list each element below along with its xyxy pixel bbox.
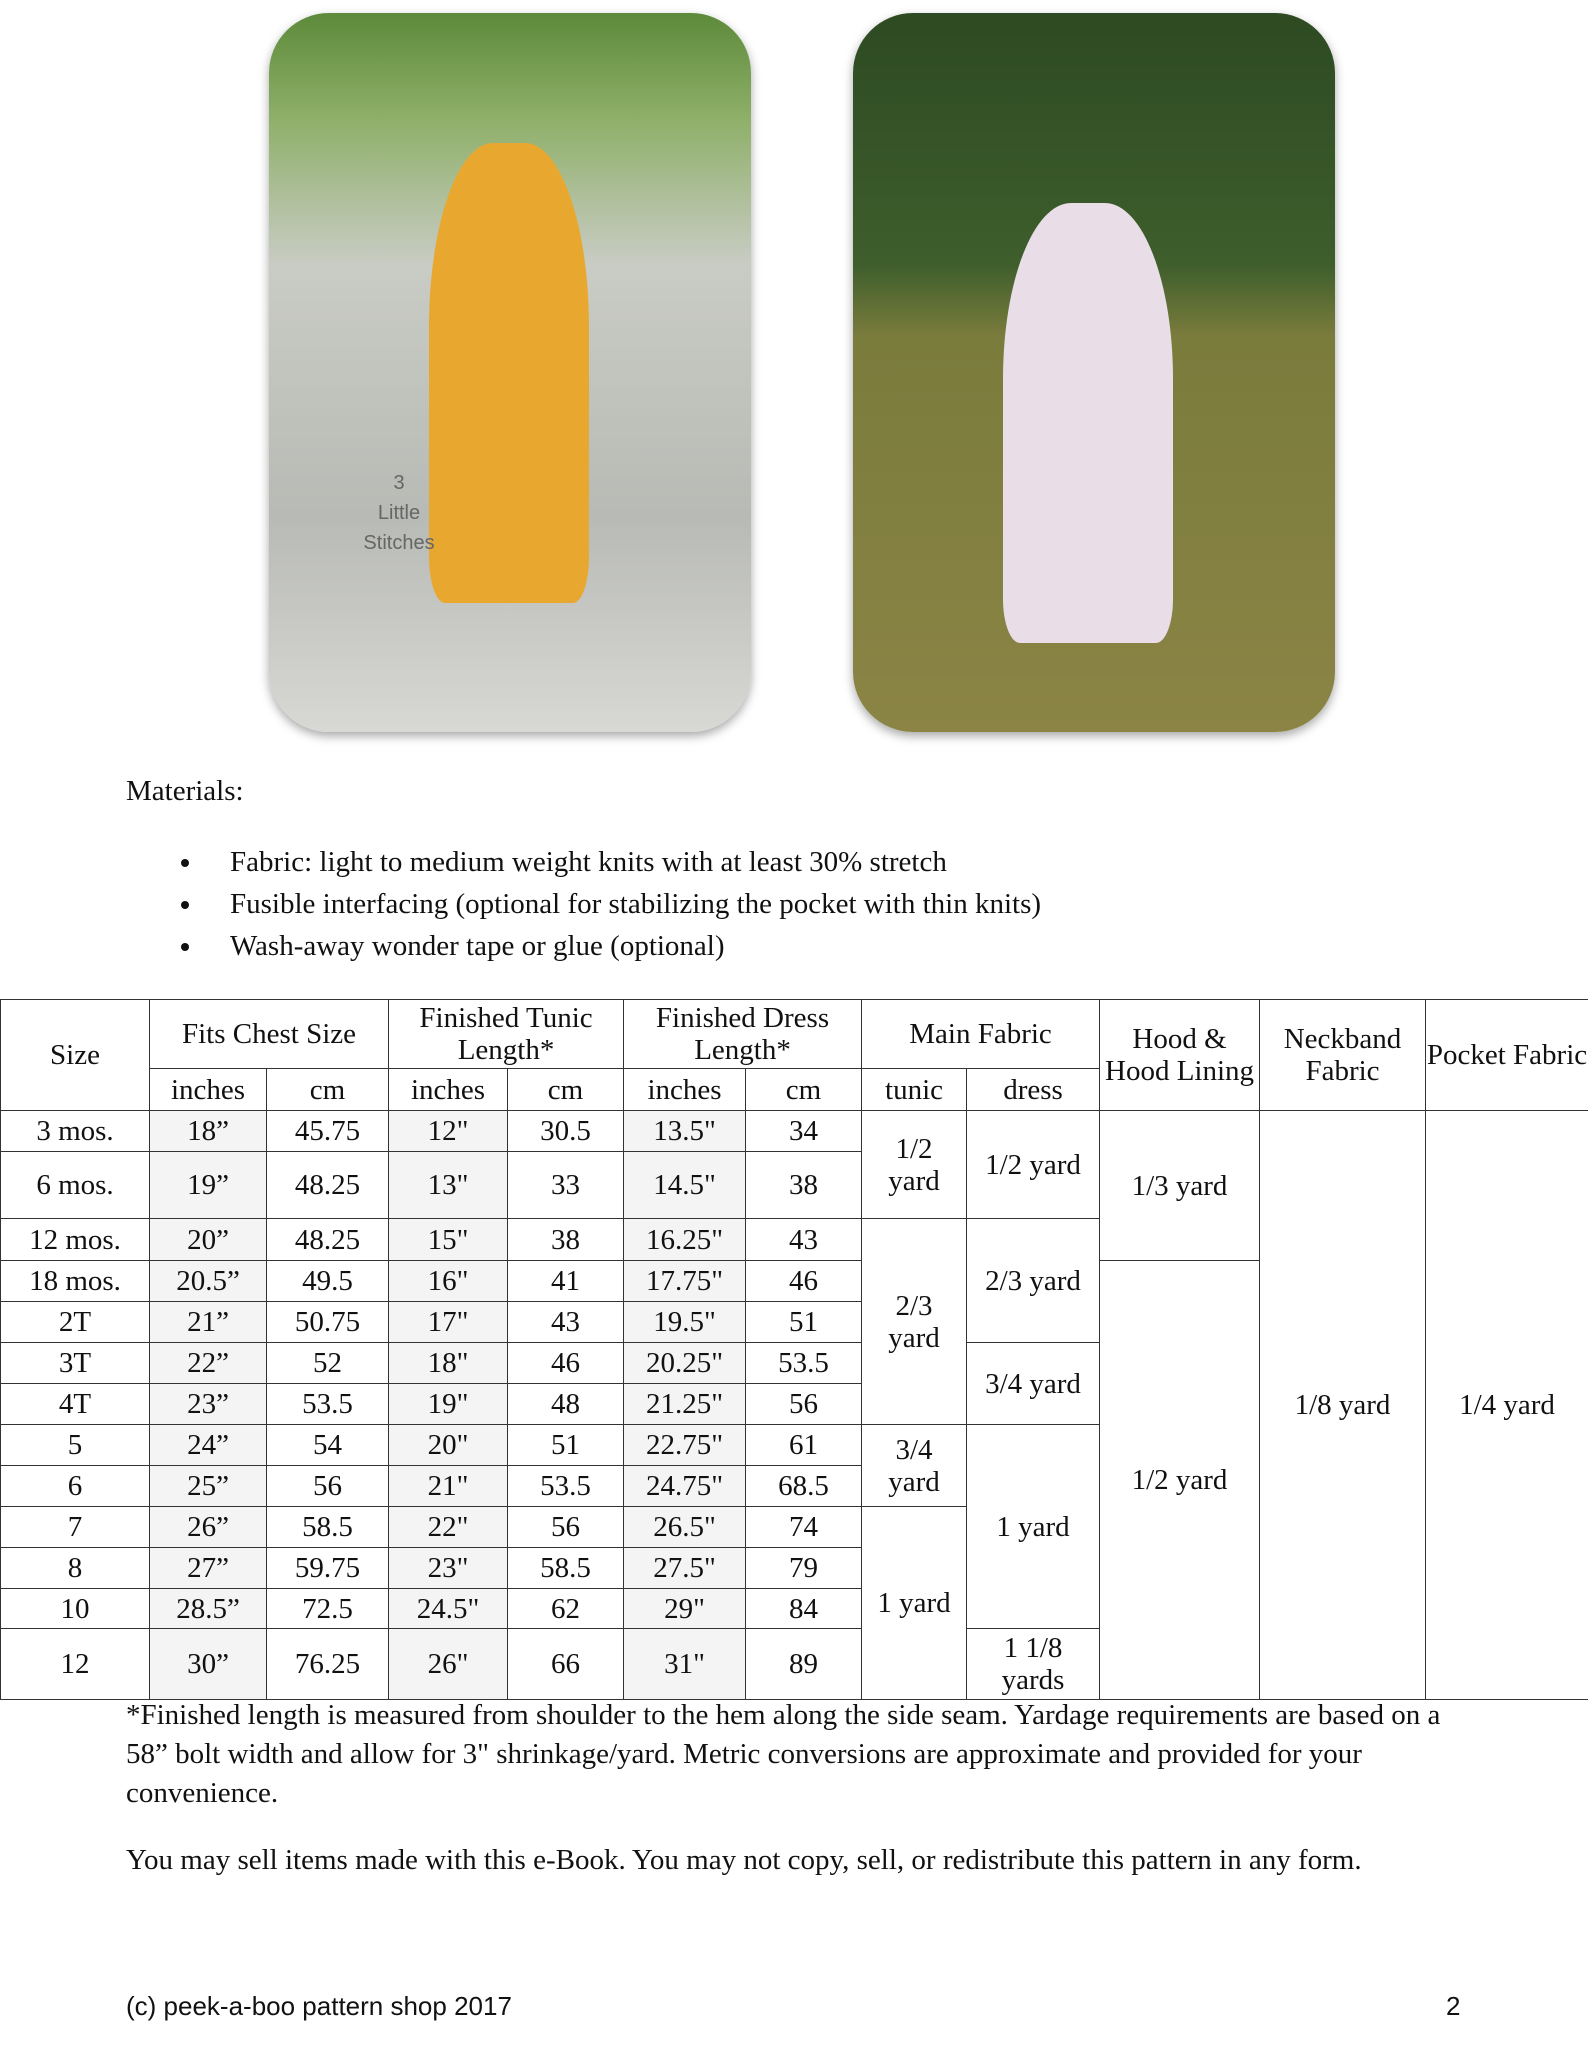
table-cell: 51 <box>508 1425 624 1466</box>
table-cell: 49.5 <box>267 1261 389 1302</box>
tunic-fabric-cell: 1/2 yard <box>862 1111 967 1219</box>
table-cell: 22” <box>150 1343 267 1384</box>
table-cell: 10 <box>1 1589 150 1629</box>
table-cell: 27” <box>150 1548 267 1589</box>
list-item: Fusible interfacing (optional for stabilizing the pocket with thin knits) <box>175 883 1041 925</box>
table-cell: 22" <box>389 1507 508 1548</box>
table-cell: 48.25 <box>267 1152 389 1219</box>
table-cell: 12 <box>1 1629 150 1700</box>
table-cell: 24.5" <box>389 1589 508 1629</box>
table-cell: 38 <box>746 1152 862 1219</box>
table-cell: 43 <box>508 1302 624 1343</box>
header-chest: Fits Chest Size <box>150 1000 389 1069</box>
figure <box>1003 203 1173 643</box>
header-main-fabric: Main Fabric <box>862 1000 1100 1069</box>
table-cell: 28.5” <box>150 1589 267 1629</box>
table-cell: 72.5 <box>267 1589 389 1629</box>
table-cell: 31" <box>624 1629 746 1700</box>
table-cell: 6 mos. <box>1 1152 150 1219</box>
table-cell: 6 <box>1 1466 150 1507</box>
table-cell: 16" <box>389 1261 508 1302</box>
dress-fabric-cell: 1/2 yard <box>967 1111 1100 1219</box>
table-cell: 26" <box>389 1629 508 1700</box>
table-cell: 52 <box>267 1343 389 1384</box>
table-cell: 45.75 <box>267 1111 389 1152</box>
table-cell: 58.5 <box>508 1548 624 1589</box>
header-size: Size <box>1 1000 150 1111</box>
table-cell: 43 <box>746 1219 862 1261</box>
copyright-footer: (c) peek-a-boo pattern shop 2017 <box>126 1991 512 2021</box>
dress-fabric-cell: 1 yard <box>967 1425 1100 1629</box>
neckband-fabric-cell: 1/8 yard <box>1260 1111 1426 1700</box>
subheader-inches: inches <box>624 1069 746 1111</box>
header-neckband: Neckband Fabric <box>1260 1000 1426 1111</box>
table-cell: 34 <box>746 1111 862 1152</box>
table-cell: 53.5 <box>267 1384 389 1425</box>
tunic-fabric-cell: 3/4 yard <box>862 1425 967 1507</box>
table-cell: 18 mos. <box>1 1261 150 1302</box>
materials-list <box>175 841 1041 967</box>
table-cell: 48 <box>508 1384 624 1425</box>
table-cell: 12" <box>389 1111 508 1152</box>
hood-fabric-cell: 1/3 yard <box>1100 1111 1260 1261</box>
table-cell: 5 <box>1 1425 150 1466</box>
table-cell: 20” <box>150 1219 267 1261</box>
table-cell: 25” <box>150 1466 267 1507</box>
table-cell: 16.25" <box>624 1219 746 1261</box>
table-cell: 51 <box>746 1302 862 1343</box>
table-cell: 48.25 <box>267 1219 389 1261</box>
table-cell: 21" <box>389 1466 508 1507</box>
table-cell: 58.5 <box>267 1507 389 1548</box>
table-cell: 20.25" <box>624 1343 746 1384</box>
table-cell: 19” <box>150 1152 267 1219</box>
table-cell: 20.5” <box>150 1261 267 1302</box>
table-cell: 3 mos. <box>1 1111 150 1152</box>
table-cell: 30” <box>150 1629 267 1700</box>
subheader-cm: cm <box>746 1069 862 1111</box>
table-cell: 2T <box>1 1302 150 1343</box>
table-cell: 59.75 <box>267 1548 389 1589</box>
license-note: You may sell items made with this e-Book. You may not copy, sell, or redistribute this pattern in any form. <box>126 1844 1362 1876</box>
header-pocket: Pocket Fabric <box>1426 1000 1588 1111</box>
table-cell: 17" <box>389 1302 508 1343</box>
table-cell: 24.75" <box>624 1466 746 1507</box>
table-cell: 17.75" <box>624 1261 746 1302</box>
dress-fabric-cell: 2/3 yard <box>967 1219 1100 1343</box>
table-cell: 56 <box>746 1384 862 1425</box>
table-cell: 18" <box>389 1343 508 1384</box>
table-cell: 53.5 <box>508 1466 624 1507</box>
table-cell: 19.5" <box>624 1302 746 1343</box>
subheader-dress: dress <box>967 1069 1100 1111</box>
size-chart-table <box>0 999 1588 1700</box>
table-cell: 62 <box>508 1589 624 1629</box>
list-item: Wash-away wonder tape or glue (optional) <box>175 925 1041 967</box>
table-cell: 79 <box>746 1548 862 1589</box>
table-cell: 76.25 <box>267 1629 389 1700</box>
table-cell: 33 <box>508 1152 624 1219</box>
subheader-inches: inches <box>150 1069 267 1111</box>
subheader-cm: cm <box>508 1069 624 1111</box>
photo-girl-raglan-dress <box>853 13 1335 732</box>
page-number: 2 <box>1446 1991 1461 2021</box>
table-cell: 38 <box>508 1219 624 1261</box>
hood-fabric-cell: 1/2 yard <box>1100 1261 1260 1700</box>
table-cell: 23" <box>389 1548 508 1589</box>
table-cell: 14.5" <box>624 1152 746 1219</box>
table-cell: 3T <box>1 1343 150 1384</box>
header-dress-length: Finished Dress Length* <box>624 1000 862 1069</box>
photo-toddler-hooded-tunic <box>269 13 751 732</box>
table-cell: 41 <box>508 1261 624 1302</box>
table-cell: 12 mos. <box>1 1219 150 1261</box>
table-cell: 7 <box>1 1507 150 1548</box>
header-hood: Hood & Hood Lining <box>1100 1000 1260 1111</box>
table-cell: 89 <box>746 1629 862 1700</box>
table-cell: 20" <box>389 1425 508 1466</box>
table-cell: 53.5 <box>746 1343 862 1384</box>
table-cell: 26.5" <box>624 1507 746 1548</box>
watermark: 3 Little Stitches <box>363 472 435 554</box>
table-cell: 29" <box>624 1589 746 1629</box>
table-cell: 56 <box>267 1466 389 1507</box>
table-cell: 19" <box>389 1384 508 1425</box>
table-cell: 4T <box>1 1384 150 1425</box>
table-cell: 8 <box>1 1548 150 1589</box>
table-cell: 27.5" <box>624 1548 746 1589</box>
table-cell: 22.75" <box>624 1425 746 1466</box>
tunic-fabric-cell: 1 yard <box>862 1507 967 1700</box>
dress-fabric-cell: 3/4 yard <box>967 1343 1100 1425</box>
table-cell: 18” <box>150 1111 267 1152</box>
table-cell: 56 <box>508 1507 624 1548</box>
table-cell: 24” <box>150 1425 267 1466</box>
subheader-tunic: tunic <box>862 1069 967 1111</box>
list-item: Fabric: light to medium weight knits with at least 30% stretch <box>175 841 1041 883</box>
table-cell: 54 <box>267 1425 389 1466</box>
table-cell: 21.25" <box>624 1384 746 1425</box>
table-cell: 46 <box>508 1343 624 1384</box>
table-cell: 61 <box>746 1425 862 1466</box>
subheader-cm: cm <box>267 1069 389 1111</box>
table-row <box>1 1111 1588 1152</box>
table-cell: 23” <box>150 1384 267 1425</box>
table-cell: 68.5 <box>746 1466 862 1507</box>
tunic-fabric-cell: 2/3 yard <box>862 1219 967 1425</box>
table-cell: 50.75 <box>267 1302 389 1343</box>
table-cell: 66 <box>508 1629 624 1700</box>
materials-heading: Materials: <box>126 775 244 807</box>
table-cell: 15" <box>389 1219 508 1261</box>
dress-fabric-cell: 1 1/8 yards <box>967 1629 1100 1700</box>
table-cell: 74 <box>746 1507 862 1548</box>
table-cell: 21” <box>150 1302 267 1343</box>
table-cell: 84 <box>746 1589 862 1629</box>
table-cell: 13.5" <box>624 1111 746 1152</box>
pocket-fabric-cell: 1/4 yard <box>1426 1111 1588 1700</box>
table-cell: 46 <box>746 1261 862 1302</box>
footnote: *Finished length is measured from shoulder to the hem along the side seam. Yardage requirements are based on a 58” bolt width and allow for 3" shrinkage/yard. Metric conversions are approximate and provided for your convenience. <box>126 1699 1441 1809</box>
header-tunic-length: Finished Tunic Length* <box>389 1000 624 1069</box>
table-cell: 26” <box>150 1507 267 1548</box>
table-cell: 13" <box>389 1152 508 1219</box>
table-cell: 30.5 <box>508 1111 624 1152</box>
subheader-inches: inches <box>389 1069 508 1111</box>
